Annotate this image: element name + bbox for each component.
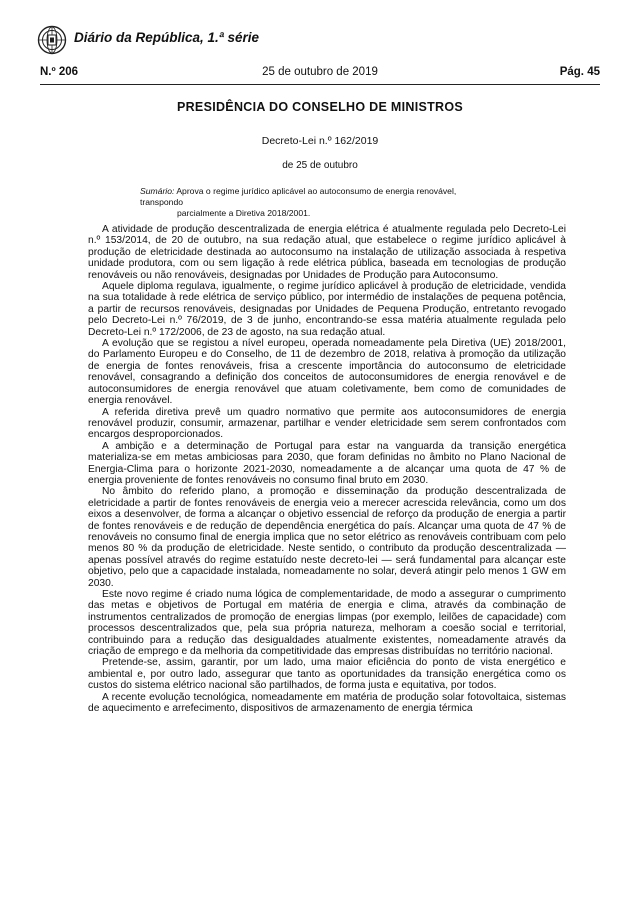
paragraph: A atividade de produção descentralizada de energia elétrica é atualmente regulada pelo Decreto-Lei n.º 153/2014, de 20 de outubro, na sua redação atual, que estabelece o regime jurídico aplicável à produção de eletricidade destinada ao autoconsumo na instalação de utilização associada à respetiva unidade produtora, com ou sem ligação à rede elétrica pública, baseada em tecnologias de produção renováveis ou não renováveis, designadas por Unidades de Produção para Autoconsumo. (88, 224, 566, 281)
document-body (88, 224, 566, 714)
paragraph: Aquele diploma regulava, igualmente, o regime jurídico aplicável à produção de eletricidade, vendida na sua totalidade à rede elétrica de serviço público, por intermédio de instalações de pequena potência, a partir de recursos renováveis, designadas por Unidades de Pequena Produção, entretanto revogado pelo Decreto-Lei n.º 76/2019, de 3 de junho, encontrando-se essa matéria atualmente regulada pelo Decreto-Lei n.º 172/2006, de 23 de agosto, na sua redação atual. (88, 281, 566, 338)
issue-date: 25 de outubro de 2019 (262, 66, 378, 78)
summary-text-continued: parcialmente a Diretiva 2018/2001. (177, 208, 311, 218)
decree-number: Decreto-Lei n.º 162/2019 (261, 135, 379, 147)
paragraph: Pretende-se, assim, garantir, por um lado, uma maior eficiência do ponto de vista energético e ambiental e, por outro lado, assegurar que tanto as oportunidades da transição energética como os custos do sistema elétrico nacional são partilhados, de forma justa e equitativa, por todos. (88, 657, 566, 692)
paragraph: A recente evolução tecnológica, nomeadamente em matéria de produção solar fotovoltaica, sistemas de aquecimento e arrefecimento, dispositivos de armazenamento de energia térmica (88, 691, 566, 715)
journal-title: Diário da República, 1.ª série (74, 30, 260, 45)
paragraph: A referida diretiva prevê um quadro normativo que permite aos autoconsumidores de energia renovável produzir, consumir, armazenar, partilhar e vender eletricidade sem serem confrontados com encargos desproporcionados. (88, 406, 566, 441)
paragraph: A evolução que se registou a nível europeu, operada nomeadamente pela Diretiva (UE) 2018/2001, do Parlamento Europeu e do Conselho, de 11 de dezembro de 2018, relativa à promoção da utilização de energia de fontes renováveis, frisa a crescente importância do autoconsumo de eletricidade renovável, consagrando a definição dos conceitos de autoconsumidores de energia renovável e de autoconsumidores de energia renovável que atuam coletivamente, bem como de comunidades de energia renovável. (88, 338, 566, 407)
page-meta (40, 66, 600, 82)
coat-of-arms-logo (37, 25, 67, 55)
section-title: PRESIDÊNCIA DO CONSELHO DE MINISTROS (176, 100, 464, 114)
issue-number: N.º 206 (40, 66, 79, 78)
decree-date: de 25 de outubro (282, 160, 358, 171)
paragraph: No âmbito do referido plano, a promoção e disseminação da produção descentralizada de eletricidade a partir de fontes renováveis de energia veio a merecer acrescida relevância, como um dos eixos a desenvolver, de forma a alcançar o objetivo essencial de reforço da produção de energia a partir de fontes renováveis e de redução de dependência energética do país. Alcançar uma quota de 47 % de renováveis no consumo final de energia implica que no setor elétrico as renováveis contribuam com pelo menos 80 % da produção de eletricidade. Neste sentido, o contributo da produção descentralizada — apenas possível através do regime estatuído neste decreto-lei — será fundamental para alcançar este objetivo, pelo que a capacidade instalada, nomeadamente no solar, deverá atingir pelo menos 1 GW em 2030. (88, 486, 566, 589)
summary (140, 186, 480, 219)
paragraph: A ambição e a determinação de Portugal para estar na vanguarda da transição energética materializa-se em metas ambiciosas para 2030, que foram definidas no âmbito no Plano Nacional de Energia-Clima para o horizonte 2021-2030, nomeadamente a de alcançar uma quota de 47 % de energia proveniente de fontes renováveis no consumo final bruto em 2030. (88, 440, 566, 486)
paragraph: Este novo regime é criado numa lógica de complementaridade, de modo a assegurar o cumprimento das metas e objetivos de Portugal em matéria de energia e clima, através da combinação de instrumentos centralizados de promoção de energias limpas (por exemplo, leilões de capacidade) com processos descentralizados que, pela sua própria natureza, melhoram a coesão social e territorial, contribuindo para a redução das desigualdades atualmente existentes, nomeadamente através da criação de emprego e da melhoria da competitividade das empresas distribuídas no território nacional. (88, 589, 566, 658)
summary-label: Sumário: (140, 186, 175, 196)
page-number: Pág. 45 (559, 66, 600, 78)
header-divider (40, 84, 600, 85)
summary-text: Aprova o regime jurídico aplicável ao autoconsumo de energia renovável, transpondo (140, 186, 457, 207)
